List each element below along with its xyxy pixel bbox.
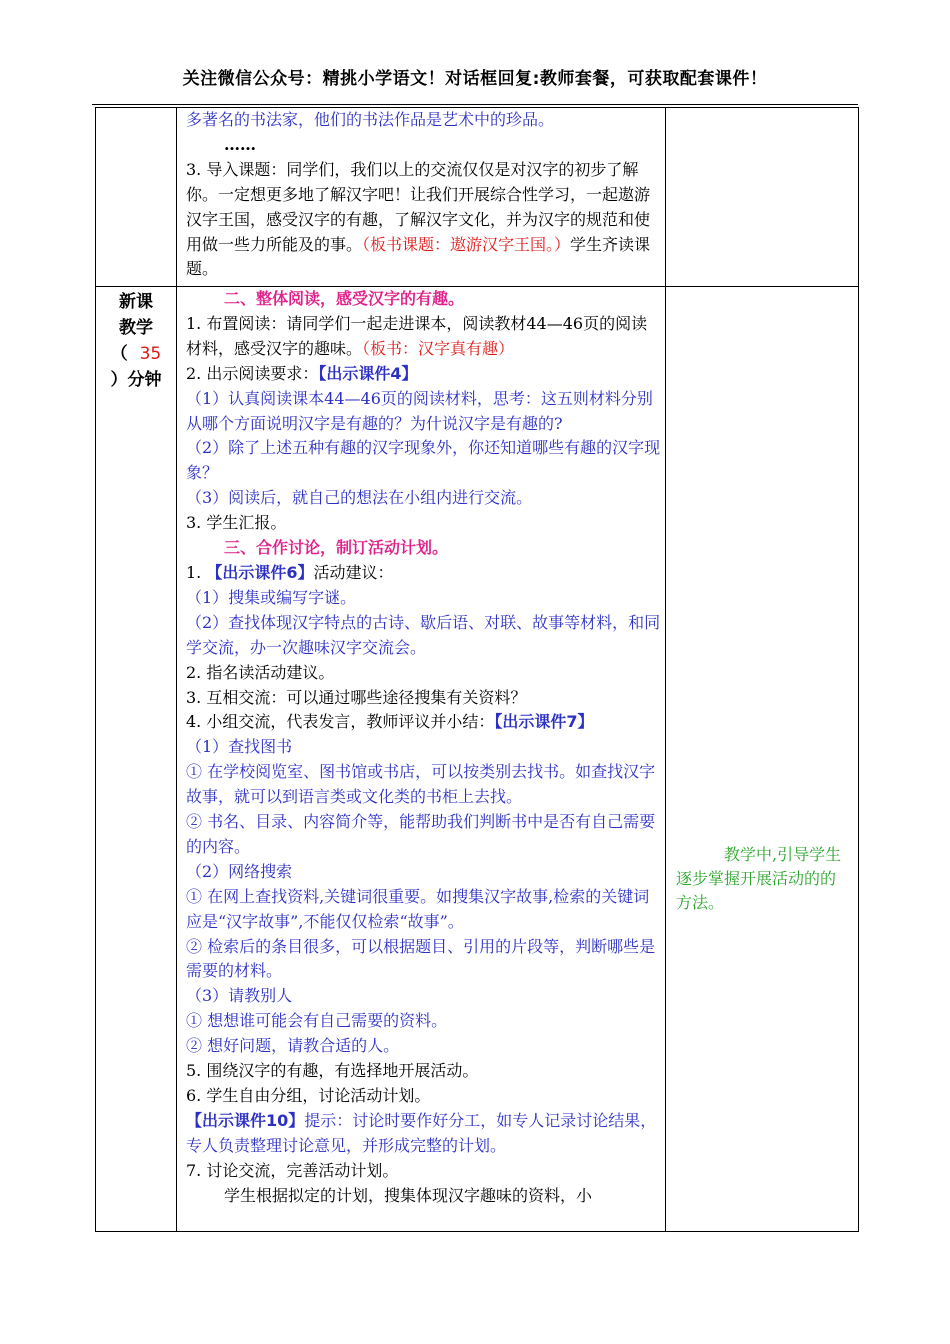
label-line: （ 35 [110, 344, 162, 364]
label-line: 新课 [119, 292, 153, 312]
text-paragraph: （1）搜集或编写字谜。 [186, 587, 357, 607]
label-line: 教学 [119, 318, 153, 338]
slide-tag: 【出示课件6】 [206, 562, 314, 582]
text-paragraph: ② 书名、目录、内容简介等，能帮助我们判断书中是否有自己需要的内容。 [186, 812, 656, 856]
text-paragraph: ① 在网上查找资料,关键词很重要。如搜集汉字故事,检索的关键词应是“汉字故事”,不能仅仅检索“故事”。 [186, 886, 650, 931]
row2-note-cell [666, 287, 859, 1232]
text-paragraph: ① 想想谁可能会有自己需要的资料。 [186, 1011, 448, 1031]
text-paragraph: 2. 出示阅读要求：【出示课件4】 [186, 363, 418, 383]
board-note: （板书：汉字真有趣） [362, 338, 515, 358]
slide-tag: 【出示课件10】 [186, 1110, 305, 1130]
text-paragraph: （3）请教别人 [186, 986, 293, 1006]
text-paragraph: 3. 互相交流：可以通过哪些途径搜集有关资料？ [186, 687, 527, 707]
text-paragraph: ② 想好问题，请教合适的人。 [186, 1036, 400, 1056]
slide-tag: 【出示课件7】 [494, 712, 594, 732]
text-paragraph: 3. 学生汇报。 [186, 513, 287, 533]
text-paragraph: （2）除了上述五种有趣的汉字现象外，你还知道哪些有趣的汉字现象？ [186, 438, 661, 483]
text-paragraph: 4. 小组交流，代表发言，教师评议并小结：【出示课件7】 [186, 712, 594, 732]
text-paragraph: 1. 布置阅读：请同学们一起走进课本，阅读教材44—46页的阅读材料，感受汉字的趣味。（板书：汉字真有趣） [186, 313, 648, 358]
text-paragraph: 【出示课件10】提示：讨论时要作好分工，如专人记录讨论结果，专人负责整理讨论意见，并形成完整的计划。 [186, 1110, 657, 1155]
slide-tag: 【出示课件4】 [318, 363, 418, 383]
row2-content-cell [177, 287, 666, 1232]
row1-content-cell [177, 108, 666, 287]
lesson-table [95, 107, 859, 1232]
page-header: 关注微信公众号：精挑小学语文！对话框回复:教师套餐，可获取配套课件！ [182, 69, 768, 89]
section-heading: 二、整体阅读，感受汉字的有趣。 [224, 289, 465, 308]
text-paragraph: 6. 学生自由分组，讨论活动计划。 [186, 1086, 431, 1105]
text-paragraph: ① 在学校阅览室、图书馆或书店，可以按类别去找书。如查找汉字故事，就可以到语言类或文化类的书柜上去找。 [186, 762, 656, 807]
text-paragraph: （3）阅读后，就自己的想法在小组内进行交流。 [186, 488, 533, 508]
table-row [96, 108, 859, 287]
text-paragraph: 7. 讨论交流，完善活动计划。 [186, 1160, 399, 1180]
text-paragraph: （1）认真阅读课本44—46页的阅读材料，思考：这五则材料分别从哪个方面说明汉字是有趣的？为什说汉字是有趣的? [186, 388, 653, 433]
text-paragraph: 1. 【出示课件6】活动建议： [186, 562, 394, 582]
row1-note-cell [666, 108, 859, 287]
text-paragraph: （1）查找图书 [186, 737, 293, 757]
text-paragraph: 5. 围绕汉字的有趣，有选择地开展活动。 [186, 1061, 479, 1081]
text-paragraph: 2. 指名读活动建议。 [186, 662, 335, 682]
row2-label-cell [96, 287, 177, 1232]
table-row [96, 287, 859, 1232]
text-paragraph: （2）查找体现汉字特点的古诗、歇后语、对联、故事等材料，和同学交流，办一次趣味汉字交流会。 [186, 612, 661, 657]
text-paragraph: 学生根据拟定的计划，搜集体现汉字趣味的资料，小 [224, 1185, 593, 1205]
ellipsis: …… [224, 134, 256, 154]
text-paragraph: 3. 导入课题：同学们，我们以上的交流仅仅是对汉字的初步了解你。一定想更多地了解汉字吧！让我们开展综合性学习，一起遨游汉字王国，感受汉字的有趣，了解汉字文化，并为汉字的规范和使用做一些力所能及的事。（板书课题：遨游汉字王国。）学生齐读课题。 [186, 159, 651, 279]
minutes-value: 35 [139, 344, 162, 364]
header-rule [92, 104, 858, 105]
section-heading: 三、合作讨论，制订活动计划。 [224, 538, 449, 558]
text-paragraph: ② 检索后的条目很多，可以根据题目、引用的片段等，判断哪些是需要的材料。 [186, 936, 656, 981]
text-paragraph: （2）网络搜索 [186, 861, 293, 881]
board-note: （板书课题：遨游汉字王国。） [362, 234, 571, 254]
teaching-note: 教学中,引导学生逐步掌握开展活动的的方法。 [676, 845, 842, 912]
text-line: 多著名的书法家，他们的书法作品是艺术中的珍品。 [186, 110, 555, 129]
row1-label-cell [96, 108, 177, 287]
label-line: ）分钟 [110, 370, 162, 390]
